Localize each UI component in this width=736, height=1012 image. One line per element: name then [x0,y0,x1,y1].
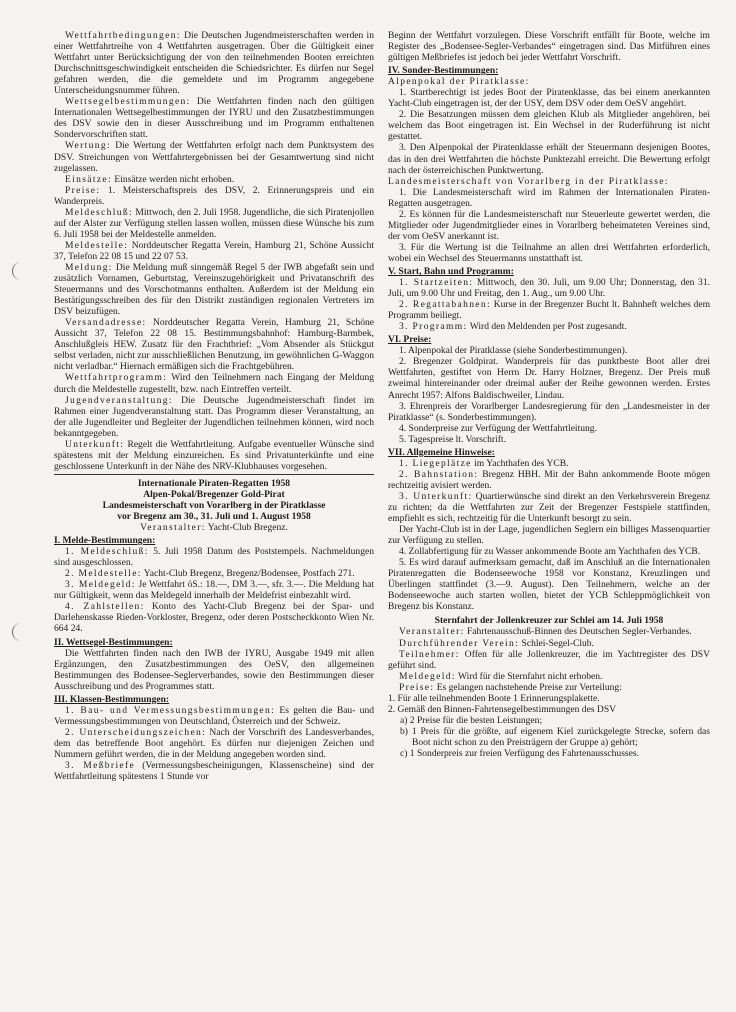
label-veranstalter: Veranstalter: [140,522,206,534]
paragraph-st7a: a) 2 Preise für die besten Leistungen; [400,714,543,726]
paragraph-jugendveranstaltung [54,395,374,439]
label-einsaetze: Einsätze: [64,173,112,185]
regatta-dates: vor Bregenz am 30., 31. Juli und 1. August 1958 [117,511,311,523]
label-k3: 3. Meßbriefe [64,760,136,772]
paragraph-g3 [388,491,710,524]
left-column [54,30,374,782]
label-st3: Teilnehmer: [398,648,460,660]
label-st4: Meldegeld: [398,670,456,682]
heading-melde-bestimmungen: I. Melde-Bestimmungen: [54,535,156,547]
paragraph-wettfahrtprogramm [54,372,374,394]
label-wertung: Wertung: [64,140,111,152]
text-wettfahrtbedingungen: Die Deutschen Jugendmeisterschaften werden in einer Wettfahrtreihe von 4 Wettfahrten ausgetragen. Über die Gültigkeit einer Wettfahrt unter Berücksichtigung der von den teilnehmenden Booten erreichten Durchschnittsgeschwindigkeit entscheiden die Schiedsrichter. Es dürfen nur Segel gefahren werden, die die gemeldete und im Programm angegebene Unterscheidungsnummer führen. [54,30,374,97]
punch-hole-mark-lower [12,623,23,641]
label-g2: 2. Bahnstation: [398,468,479,480]
text-s1: Mittwoch, den 30. Juli, um 9.00 Uhr; Donnerstag, den 31. Juli, um 9.00 Uhr und Freitag, den 1. Aug., um 9.00 Uhr. [388,277,710,300]
paragraph-g1 [388,458,710,469]
text-wettfahrtprogramm: Wird den Teilnehmern nach Eingang der Meldung durch die Meldestelle zugestellt, bzw. nach Eintreffen verteilt. [54,372,374,395]
label-wettfahrtbedingungen: Wettfahrtbedingungen: [64,30,181,41]
paragraph-st7c: c) 1 Sonderpreis zur freien Verfügung des Fahrtenausschusses. [400,748,639,759]
paragraph-st5 [388,682,710,693]
label-m4: 4. Zahlstellen: [64,601,145,613]
text-g3: Quartierwünsche sind direkt an den Verkehrsverein Bregenz zu richten; da die Wettfahrten zur Zeit der Bregenzer Festspiele stattfinden, empfiehlt es sich, rechtzeitig für die Unterkunft besorgt zu sein. [388,490,710,525]
paragraph-a2: 2. Die Besatzungen müssen dem gleichen Klub als Mitglieder angehören, bei welchem das Boot eingetragen ist. Ein Wechsel in der Ruderführung ist nicht gestattet. [388,109,710,143]
paragraph-meldung [54,262,374,317]
label-meldestelle: Meldestelle: [64,239,129,251]
paragraph-st6: 1. Für alle teilnehmenden Boote 1 Erinnerungsplakette. [388,692,600,704]
paragraph-st7b: b) 1 Preis für die größte, auf eigenem Kiel zurückgelegte Strecke, sofern das Boot nicht schon zu den Preisträgern der Gruppe a) gehört; [400,725,710,748]
label-m2: 2. Meldestelle: [64,568,142,580]
paragraph-einsaetze [54,174,374,185]
regatta-championship: Landesmeisterschaft von Vorarlberg in der Piratklasse [102,499,326,511]
label-versandadresse: Versandadresse: [64,317,147,329]
label-jugendveranstaltung: Jugendveranstaltung: [64,394,173,406]
text-einsaetze: Einsätze werden nicht erhoben. [112,173,235,185]
regatta-organizer [54,522,374,533]
label-wettsegelbestimmungen: Wettsegelbestimmungen: [64,96,191,108]
paragraph-meldestelle [54,240,374,262]
paragraph-continuation: Beginn der Wettfahrt vorzulegen. Diese Vorschrift entfällt für Boote, welche im Register des „Bodensee-Segler-Verbandes“ eingetragen sind. Das Mitführen eines gültigen Meßbriefes ist jedoch bei jeder Wettfahrt Vorschrift. [388,30,710,64]
section-divider [54,474,374,475]
paragraph-preise [54,185,374,207]
paragraph-versandadresse [54,317,374,372]
paragraph-g2 [388,469,710,491]
text-k1: Es gelten die Bau- und Vermessungsbestimmungen von Deutschland, Österreich und der Schweiz. [54,704,374,727]
label-st2: Durchführender Verein: [398,637,520,649]
regatta-title: Internationale Piraten-Regatten 1958 [137,477,291,489]
paragraph-wettsegelbestimmungen [54,96,374,140]
paragraph-meldeschluss [54,207,374,240]
text-g1: im Yachthafen des YCB. [471,457,569,469]
label-g1: 1. Liegeplätze [398,457,472,469]
label-s1: 1. Startzeiten: [398,277,474,289]
text-preise: 1. Meisterschaftspreis des DSV, 2. Erinnerungspreis und ein Wanderpreis. [54,184,374,207]
text-jugendveranstaltung: Die Deutsche Jugendmeisterschaft findet im Rahmen einer Jugendveranstaltung statt. Das Programm dieser Veranstaltung, an der alle Jugendleiter und Begleiter der Jugendlichen teilnehmen können, wird noch bekanntgegeben. [54,394,374,439]
paragraph-pr2: 2. Bregenzer Goldpirat. Wanderpreis für das punktbeste Boot aller drei Wettfahrten, gestiftet von Herrn Dr. Harry Holzner, Bregenz. Der Preis muß zweimal hintereinander oder dreimal außer der Reihe gewonnen werden. Erstes Anrecht 1957: Alfons Baldischweiler, Lindau. [388,356,710,401]
paragraph-a1: 1. Startberechtigt ist jedes Boot der Piratenklasse, das bei einem anerkannten Yacht-Club eingetragen ist, der der USY, dem DSV oder dem OeSV angehört. [388,87,710,110]
heading-wettsegel-bestimmungen: II. Wettsegel-Bestimmungen: [54,636,173,648]
heading-preise: VI. Preise: [388,334,432,346]
label-s3: 3. Programm: [398,321,468,333]
text-m4: Konto des Yacht-Club Bregenz bei der Spar- und Darlehenskasse Rieden-Vorkloster, Bregenz, oder deren Postscheckkonto Wien Nr. 664 24. [54,601,374,635]
paragraph-m3 [54,579,374,601]
paragraph-pr3: 3. Ehrenpreis der Vorarlberger Landesregierung für den „Landesmeister in der Piratklasse“ (s. Sonderbestimmungen). [388,400,710,423]
paragraph-m2 [54,568,374,579]
paragraph-l1: 1. Die Landesmeisterschaft wird im Rahmen der Internationalen Piraten-Regatten ausgetragen. [388,186,710,209]
paragraph-unterkunft [54,439,374,472]
label-m1: 1. Meldeschluß: [64,546,149,558]
label-meldung: Meldung: [64,261,113,273]
text-st3: Offen für alle Jollenkreuzer, die im Yachtregister des DSV geführt sind. [388,648,710,671]
paragraph-g3b: Der Yacht-Club ist in der Lage, jugendlichen Seglern ein billiges Massenquartier zur Verfügung zu stellen. [388,524,710,547]
text-meldeschluss: Mittwoch, den 2. Juli 1958. Jugendliche, die sich Piratenjollen auf der Alster zur Verfügung stellen lassen wollen, müssen diese Wünsche bis zum 6. Juli 1958 bei der Meldestelle anmelden. [54,206,375,240]
text-veranstalter: Yacht-Club Bregenz. [205,522,288,534]
text-k2: Nach der Vorschrift des Landesverbandes, dem das betreffende Boot angehört. Es dürfen nur diejenigen Zeichen und Nummern geführt werden, die in der Meldung angegeben worden sind. [54,726,374,760]
paragraph-s3 [388,321,710,332]
text-meldestelle: Norddeutscher Regatta Verein, Hamburg 21, Schöne Aussicht 37, Telefon 22 08 15 und 22 07 53. [54,239,374,262]
paragraph-g5: 5. Es wird darauf aufmerksam gemacht, daß im Anschluß an die Internationalen Piratenregatten die Bodenseewoche 1958 vor Konstanz, Kreuzlingen und Überlingen stattfindet (3.—9. August). Den Teilnehmern, welche an der Bodenseewoche auch starten wollen, bietet der YCB Schleppmöglichkeit von Bregenz bis Konstanz. [388,557,710,613]
label-meldeschluss: Meldeschluß: [64,206,133,218]
label-st5: Preise: [398,681,435,693]
paragraph-a3: 3. Den Alpenpokal der Piratenklasse erhält der Steuermann desjenigen Bootes, das in den drei Wettfahrten die höchste Punktezahl erreicht. Die Bewertung erfolgt nach der österreichischen Punktwertung. [388,142,710,176]
paragraph-m4 [54,601,374,634]
subheading-alpenpokal: Alpenpokal der Piratklasse: [388,76,530,88]
text-st2: Schlei-Segel-Club. [519,637,594,649]
label-k1: 1. Bau- und Vermessungsbestimmungen: [64,704,276,716]
text-k3: (Vermessungsbescheinigungen, Klassenscheine) sind der Wettfahrtleitung spätestens 1 Stunde vor [54,760,374,783]
text-m3: Je Wettfahrt öS.: 18.—, DM 3.—, sfr. 3.—. Die Meldung hat nur Gültigkeit, wenn das Meldegeld innerhalb der Meldefrist einbezahlt wird. [54,579,375,602]
text-st4: Wird für die Sternfahrt nicht erhoben. [455,670,603,682]
label-k2: 2. Unterscheidungszeichen: [64,726,207,738]
paragraph-pr5: 5. Tagespreise lt. Vorschrift. [398,433,506,445]
label-s2: 2. Regattabahnen: [398,299,491,311]
label-m3: 3. Meldegeld: [64,579,136,591]
paragraph-m1 [54,546,374,568]
text-wettsegelbestimmungen: Die Wettfahrten finden nach den gültigen Internationalen Wettsegelbestimmungen der IYRU und den Zusatzbestimmungen des DSV sowie den in dieser Ausschreibung und im Programm enthaltenen Sondervorschriften statt. [54,96,374,141]
paragraph-l3: 3. Für die Wertung ist die Teilnahme an allen drei Wettfahrten erforderlich, wobei ein Wechsel des Steuermanns unstatthaft ist. [388,241,710,264]
paragraph-st4 [388,671,710,682]
text-versandadresse: Norddeutscher Regatta Verein, Hamburg 21, Schöne Aussicht 37, Telefon 22 08 15. Bestimmungsbahnhof: Hamburg-Barmbek, Anschlußgleis HEW. Zusatz für den Frachtbrief: „Vom Absender als Stückgut selbst verladen, nicht zur ausschließlichen Benutzung, im gewöhnlichen G-Waggon nicht verladbar.“ Hiernach ermäßigen sich die Frachtgebühren. [54,317,374,373]
heading-klassen-bestimmungen: III. Klassen-Bestimmungen: [54,693,170,705]
paragraph-pr4: 4. Sonderpreise zur Verfügung der Wettfahrtleitung. [398,422,597,434]
paragraph-st2 [388,638,710,649]
paragraph-wettfahrtbedingungen [54,30,374,96]
paragraph-l2: 2. Es können für die Landesmeisterschaft nur Steuerleute gewertet werden, die Mitglieder oder Jugendmitglieder eines in Vorarlberg beheimateten Vereines sind, der vom OeSV anerkannt ist. [388,208,710,242]
sternfahrt-title: Sternfahrt der Jollenkreuzer zur Schlei am 14. Juli 1958 [434,615,664,627]
paragraph-st3 [388,649,710,671]
text-m1: 5. Juli 1958 Datum des Poststempels. Nachmeldungen sind ausgeschlossen. [54,546,374,569]
heading-sonder-bestimmungen: IV. Sonder-Bestimmungen: [388,65,499,77]
text-wertung: Die Wertung der Wettfahrten erfolgt nach dem Punktsystem des DSV. Streichungen von Wettfahrtergebnissen bei der Gesamtwertung sind nicht zugelassen. [54,140,374,174]
heading-allgemeine-hinweise: VII. Allgemeine Hinweise: [388,446,495,458]
text-g2: Bregenz HBH. Mit der Bahn ankommende Boote mögen rechtzeitig avisiert werden. [388,468,710,491]
paragraph-pr1: 1. Alpenpokal der Piratklasse (siehe Sonderbestimmungen). [398,345,628,357]
paragraph-w1: Die Wettfahrten finden nach den IWB der IYRU, Ausgabe 1949 mit allen Ergänzungen, den Zusatzbestimmungen des OeSV, den allgemeinen Bestimmungen des Bodensee-Seglerverbandes, sowie den Bestimmungen dieser Ausschreibung und des Programmes statt. [54,647,374,692]
text-st1: Fahrtenausschuß-Binnen des Deutschen Segler-Verbandes. [464,626,692,638]
label-preise: Preise: [64,184,101,196]
paragraph-st1 [388,626,710,637]
paragraph-s1 [388,277,710,299]
paragraph-k2 [54,727,374,760]
paragraph-wertung [54,140,374,173]
subheading-landesmeisterschaft: Landesmeisterschaft von Vorarlberg in der Piratklasse: [388,175,669,187]
regatta-subtitle: Alpen-Pokal/Bregenzer Gold-Pirat [143,488,285,500]
heading-start-bahn-programm: V. Start, Bahn und Programm: [388,265,514,277]
paragraph-s2 [388,299,710,321]
text-s3: Wird den Meldenden per Post zugesandt. [467,321,627,333]
label-st1: Veranstalter: [398,626,465,638]
paragraph-k1 [54,705,374,727]
punch-hole-mark-upper [12,262,23,280]
text-st5: Es gelangen nachstehende Preise zur Verteilung: [434,681,622,693]
text-meldung: Die Meldung muß sinngemäß Regel 5 der IWB abgefaßt sein und zusätzlich Vornamen, Geburtstag, Vereinszugehörigkeit und Privatanschrift des Steuermanns und des Vorschotmanns enthalten. Außerdem ist der Meldung ein Bestätigungsschreiben des für den Distrikt zuständigen regionalen Vertreters im DSV beizufügen. [54,261,374,318]
label-unterkunft: Unterkunft: [64,438,125,450]
text-m2: Yacht-Club Bregenz, Bregenz/Bodensee, Postfach 271. [141,568,355,580]
label-g3: 3. Unterkunft: [398,490,473,502]
paragraph-st7: 2. Gemäß den Binnen-Fahrtensegelbestimmungen des DSV [388,703,617,715]
paragraph-g4: 4. Zollabfertigung für zu Wasser ankommende Boote am Yachthafen des YCB. [398,546,701,558]
text-unterkunft: Regelt die Wettfahrtleitung. Aufgabe eventueller Wünsche sind spätestens mit der Meldung einzureichen. Es sind Privatunterkünfte und eine geschlossene Unterkunft in der Nähe des NRV-Klubhauses vorgesehen. [54,438,374,472]
text-s2: Kurse in der Bregenzer Bucht lt. Bahnheft welches dem Programm beiliegt. [388,299,710,322]
right-column [388,30,710,759]
paragraph-k3 [54,760,374,782]
label-wettfahrtprogramm: Wettfahrtprogramm: [64,372,168,384]
